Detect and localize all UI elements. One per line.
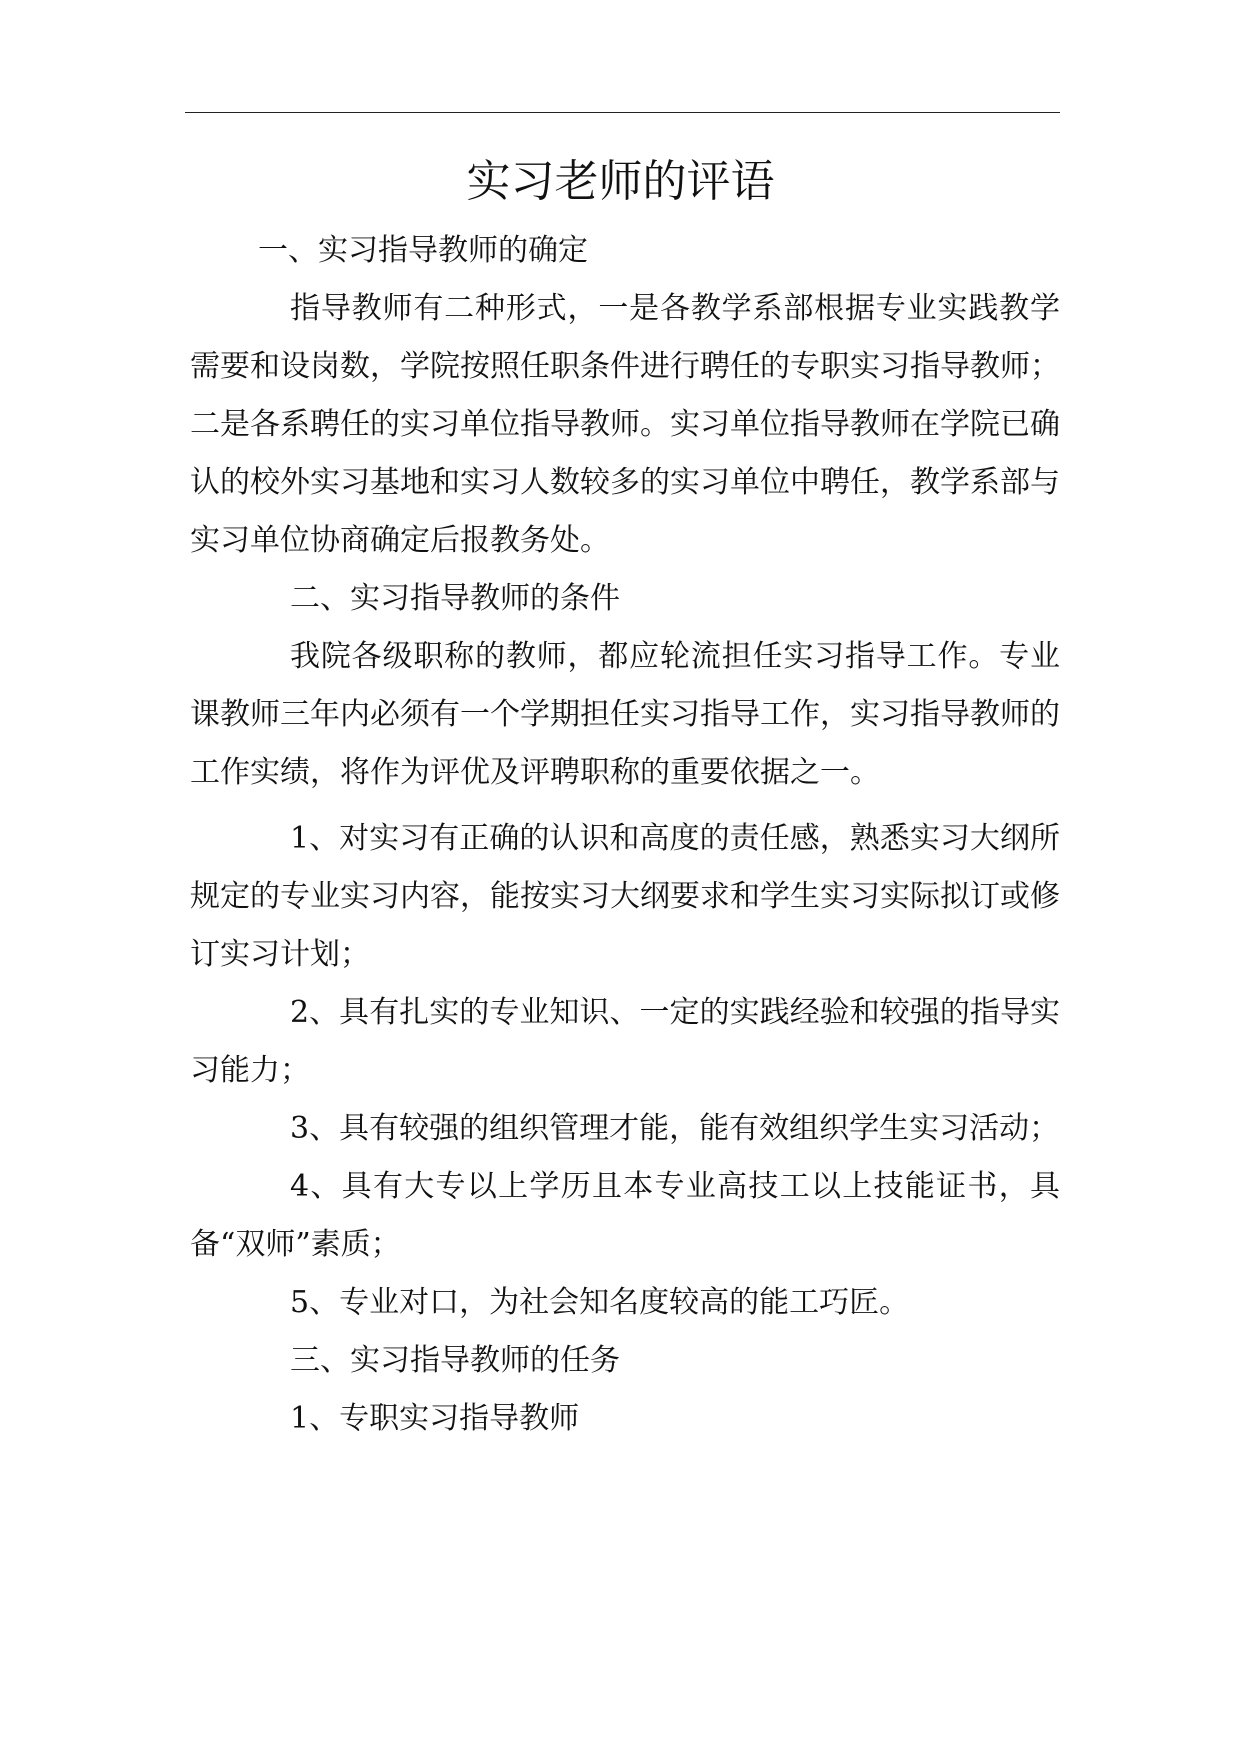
section-heading-3: 三、实习指导教师的任务 bbox=[290, 1343, 620, 1378]
paragraph-instructor-forms: 指导教师有二种形式，一是各教学系部根据专业实践教学需要和设岗数，学院按照任职条件进行聘任的专职实习指导教师；二是各系聘任的实习单位指导教师。实习单位指导教师在学院已确认的校外实习基地和实习人数较多的实习单位中聘任，教学系部与实习单位协商确定后报教务处。 bbox=[190, 291, 1060, 558]
list-item-condition-4: 4、具有大专以上学历且本专业高技工以上技能证书，具备“双师”素质； bbox=[190, 1169, 1060, 1262]
section-heading-2: 二、实习指导教师的条件 bbox=[290, 581, 620, 616]
list-item-condition-3: 3、具有较强的组织管理才能，能有效组织学生实习活动； bbox=[290, 1111, 1060, 1146]
document-title: 实习老师的评语 bbox=[466, 156, 775, 207]
section-heading-1: 一、实习指导教师的确定 bbox=[258, 233, 588, 268]
header-rule bbox=[185, 112, 1060, 113]
list-item-condition-2: 2、具有扎实的专业知识、一定的实践经验和较强的指导实习能力； bbox=[190, 995, 1060, 1088]
subsection-heading-full-time: 1、专职实习指导教师 bbox=[290, 1401, 580, 1436]
paragraph-instructor-conditions: 我院各级职称的教师，都应轮流担任实习指导工作。专业课教师三年内必须有一个学期担任实习指导工作，实习指导教师的工作实绩，将作为评优及评聘职称的重要依据之一。 bbox=[190, 639, 1060, 790]
list-item-condition-1: 1、对实习有正确的认识和高度的责任感，熟悉实习大纲所规定的专业实习内容，能按实习大纲要求和学生实习实际拟订或修订实习计划； bbox=[190, 821, 1060, 972]
document-body bbox=[190, 222, 1060, 1448]
list-item-condition-5: 5、专业对口，为社会知名度较高的能工巧匠。 bbox=[290, 1285, 910, 1320]
